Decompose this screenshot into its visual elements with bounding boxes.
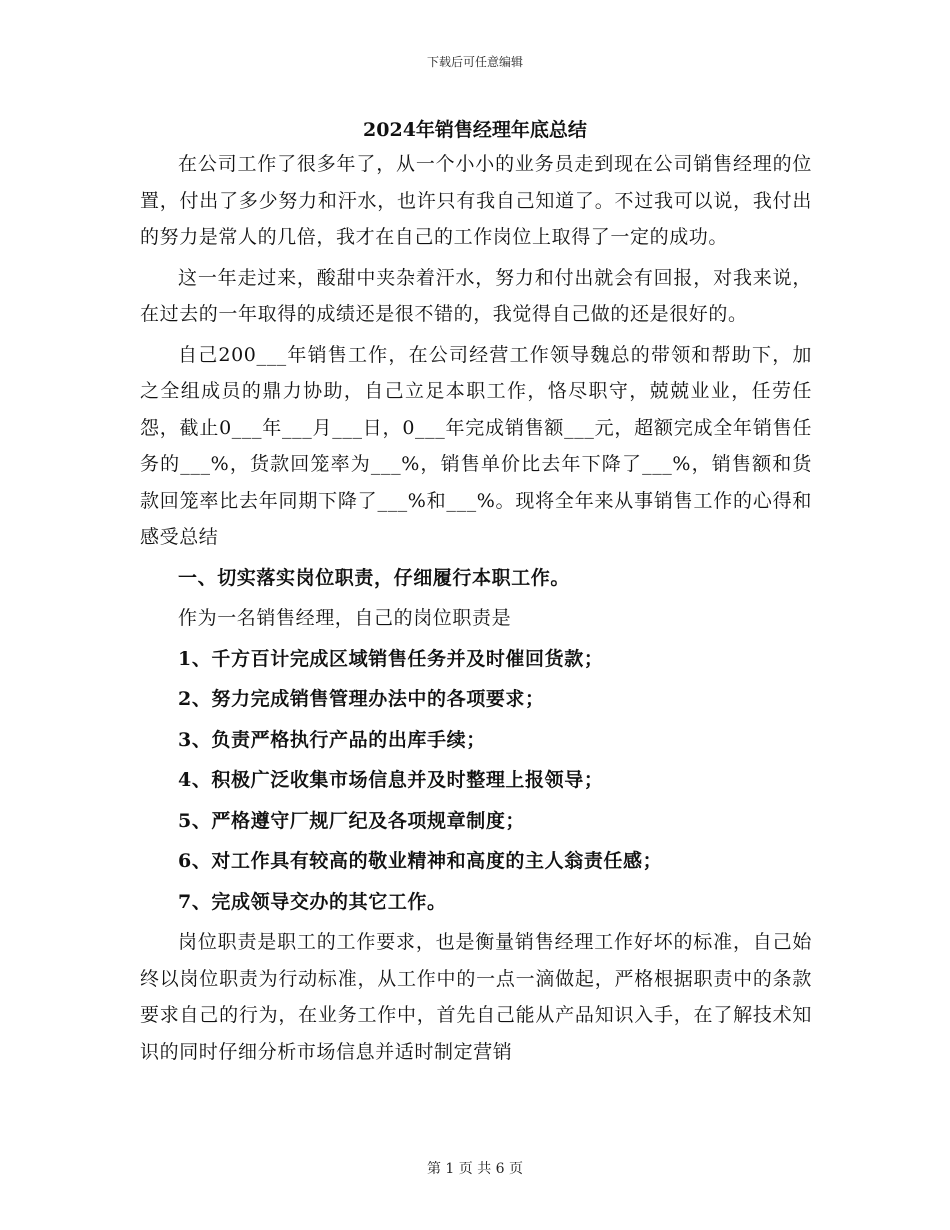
- paragraph-duty-standard: 岗位职责是职工的工作要求，也是衡量销售经理工作好坏的标准，自己始终以岗位职责为行动标准，从工作中的一点一滴做起，严格根据职责中的条款要求自己的行为，在业务工作中，首先自己能从产品知识入手，在了解技术知识的同时仔细分析市场信息并适时制定营销: [140, 931, 812, 1063]
- duty-item: 3、负责严格执行产品的出库手续；: [178, 728, 486, 751]
- paragraph-reflection: 这一年走过来，酸甜中夹杂着汗水，努力和付出就会有回报，对我来说，在过去的一年取得的成绩还是很不错的，我觉得自己做的还是很好的。: [140, 266, 812, 325]
- document-title: 2024年销售经理年底总结: [363, 119, 587, 141]
- duty-item: 7、完成领导交办的其它工作。: [178, 890, 447, 913]
- duty-item: 1、千方百计完成区域销售任务并及时催回货款；: [178, 647, 604, 670]
- document-body: [140, 146, 812, 1070]
- duty-item: 4、积极广泛收集市场信息并及时整理上报领导；: [178, 769, 604, 791]
- paragraph-intro: 在公司工作了很多年了，从一个小小的业务员走到现在公司销售经理的位置，付出了多少努力和汗水，也许只有我自己知道了。不过我可以说，我付出的努力是常人的几倍，我才在自己的工作岗位上取得了一定的成功。: [140, 153, 812, 248]
- duty-item: 2、努力完成销售管理办法中的各项要求；: [178, 688, 545, 710]
- paragraph-duties-intro: 作为一名销售经理，自己的岗位职责是: [178, 607, 512, 629]
- duty-item: 5、严格遵守厂规厂纪及各项规章制度；: [178, 809, 526, 832]
- duty-item: 6、对工作具有较高的敬业精神和高度的主人翁责任感；: [178, 850, 663, 872]
- section-heading: 一、切实落实岗位职责，仔细履行本职工作。: [178, 566, 571, 589]
- page-number: 第 1 页 共 6 页: [426, 1161, 524, 1177]
- paragraph-sales-summary: 自己200___年销售工作，在公司经营工作领导魏总的带领和帮助下，加之全组成员的鼎力协助，自己立足本职工作，恪尽职守，兢兢业业，任劳任怨，截止0___年___月___日，0___年完成销售额___元，超额完成全年销售任务的___%，货款回笼率为___%，销售单价比去年下降了___%，销售额和货款回笼率比去年同期下降了___%和___%。现将全年来从事销售工作的心得和感受总结: [140, 343, 812, 548]
- header-note: 下载后可任意编辑: [426, 55, 523, 69]
